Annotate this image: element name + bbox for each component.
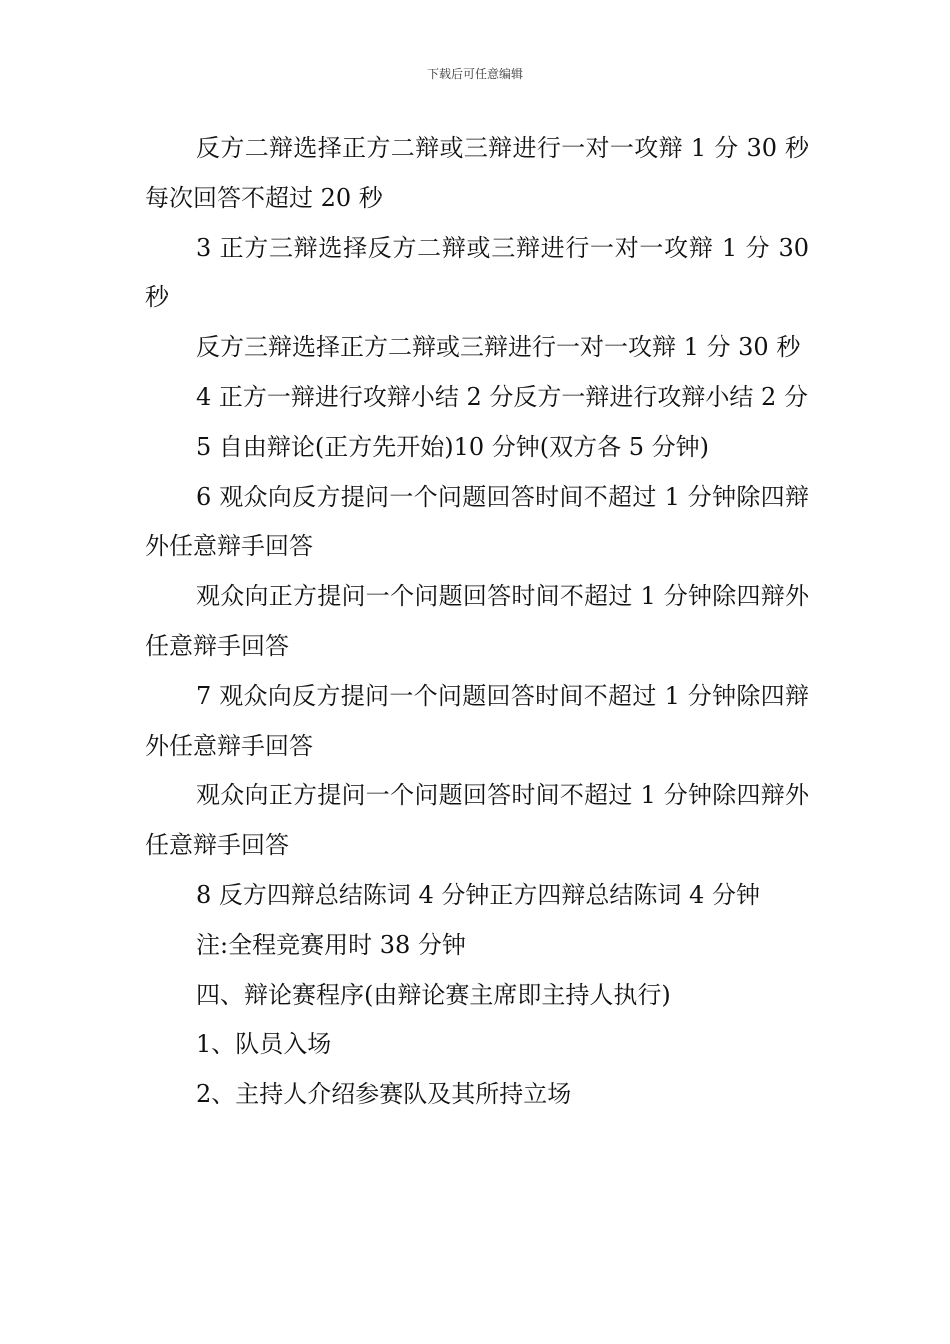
list-item: 1、队员入场 <box>196 1030 332 1059</box>
paragraph: 6 观众向反方提问一个问题回答时间不超过 1 分钟除四辩外任意辩手回答 <box>145 482 809 561</box>
paragraph: 观众向正方提问一个问题回答时间不超过 1 分钟除四辩外任意辩手回答 <box>145 781 809 860</box>
paragraph: 注:全程竞赛用时 38 分钟 <box>196 930 466 959</box>
paragraph: 反方二辩选择正方二辩或三辩进行一对一攻辩 1 分 30 秒每次回答不超过 20 秒 <box>145 134 809 212</box>
paragraph: 3 正方三辩选择反方二辩或三辩进行一对一攻辩 1 分 30 秒 <box>145 233 809 312</box>
paragraph: 7 观众向反方提问一个问题回答时间不超过 1 分钟除四辩外任意辩手回答 <box>145 681 809 760</box>
page-header: 下载后可任意编辑 <box>426 67 523 81</box>
section-heading: 四、辩论赛程序(由辩论赛主席即主持人执行) <box>196 980 671 1009</box>
paragraph: 4 正方一辩进行攻辩小结 2 分反方一辩进行攻辩小结 2 分 <box>196 382 808 411</box>
list-item: 2、主持人介绍参赛队及其所持立场 <box>196 1080 572 1109</box>
paragraph: 观众向正方提问一个问题回答时间不超过 1 分钟除四辩外任意辩手回答 <box>145 582 809 660</box>
paragraph: 8 反方四辩总结陈词 4 分钟正方四辩总结陈词 4 分钟 <box>196 880 760 909</box>
paragraph: 5 自由辩论(正方先开始)10 分钟(双方各 5 分钟) <box>196 432 710 461</box>
document-body <box>145 124 809 1120</box>
paragraph: 反方三辩选择正方二辩或三辩进行一对一攻辩 1 分 30 秒 <box>196 333 801 362</box>
